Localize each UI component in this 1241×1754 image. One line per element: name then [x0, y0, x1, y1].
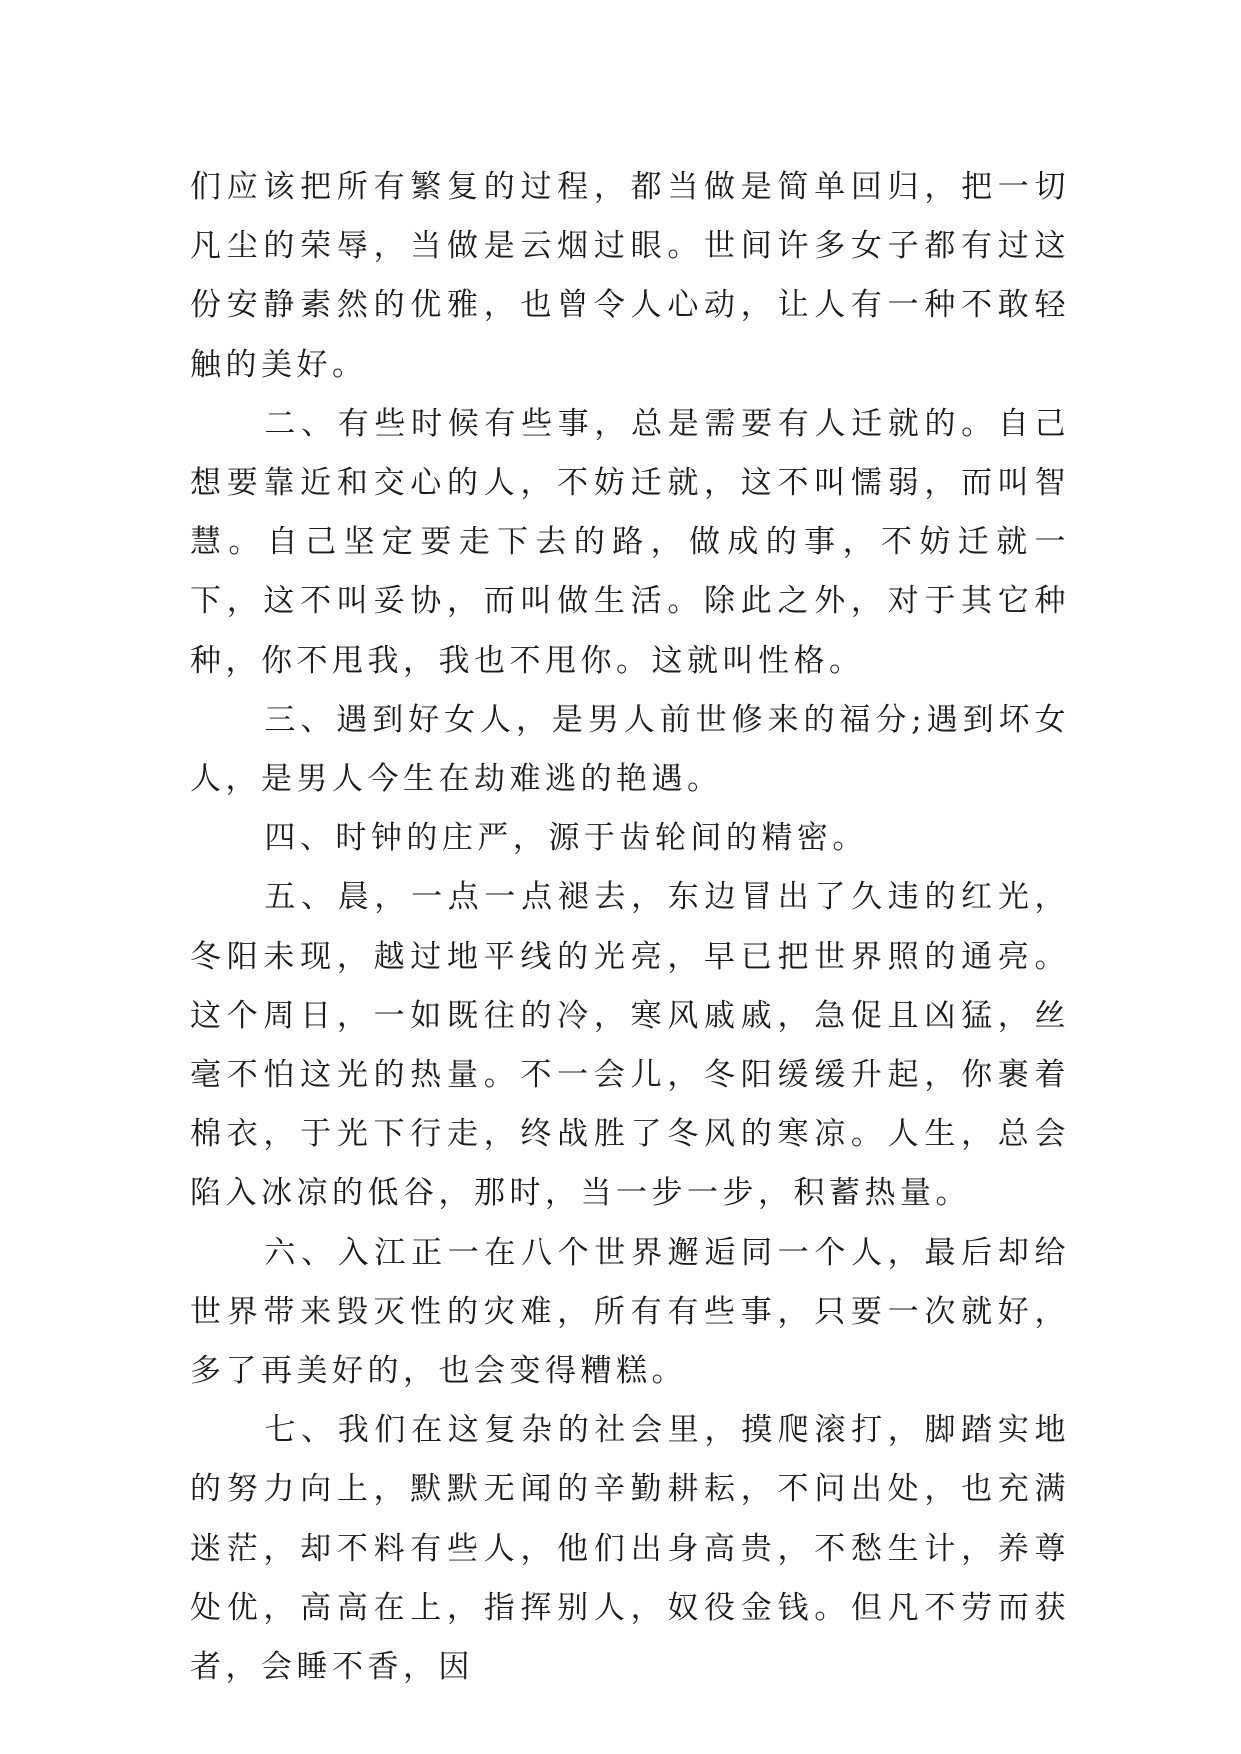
paragraph-3: 三、遇到好女人，是男人前世修来的福分;遇到坏女人，是男人今生在劫难逃的艳遇。 [190, 701, 1070, 798]
paragraph-6: 六、入江正一在八个世界邂逅同一个人，最后却给世界带来毁灭性的灾难，所有有些事，只要一次就好，多了再美好的，也会变得糟糕。 [190, 1234, 1070, 1390]
paragraph-5: 五、晨，一点一点褪去，东边冒出了久违的红光，冬阳未现，越过地平线的光亮，早已把世界照的通亮。这个周日，一如既往的冷，寒风戚戚，急促且凶猛，丝毫不怕这光的热量。不一会儿，冬阳缓缓升起，你裹着棉衣，于光下行走，终战胜了冬风的寒凉。人生，总会陷入冰凉的低谷，那时，当一步一步，积蓄热量。 [190, 879, 1070, 1212]
document-body [190, 158, 1070, 1697]
paragraph-4: 四、时钟的庄严，源于齿轮间的精密。 [264, 820, 868, 857]
paragraph-continuation: 们应该把所有繁复的过程，都当做是简单回归，把一切凡尘的荣辱，当做是云烟过眼。世间许多女子都有过这份安静素然的优雅，也曾令人心动，让人有一种不敢轻触的美好。 [190, 169, 1070, 383]
paragraph-2: 二、有些时候有些事，总是需要有人迁就的。自己想要靠近和交心的人，不妨迁就，这不叫懦弱，而叫智慧。自己坚定要走下去的路，做成的事，不妨迁就一下，这不叫妥协，而叫做生活。除此之外，对于其它种种，你不甩我，我也不甩你。这就叫性格。 [190, 405, 1070, 679]
paragraph-7: 七、我们在这复杂的社会里，摸爬滚打，脚踏实地的努力向上，默默无闻的辛勤耕耘，不问出处，也充满迷茫，却不料有些人，他们出身高贵，不愁生计，养尊处优，高高在上，指挥别人，奴役金钱。但凡不劳而获者，会睡不香，因 [190, 1412, 1070, 1686]
